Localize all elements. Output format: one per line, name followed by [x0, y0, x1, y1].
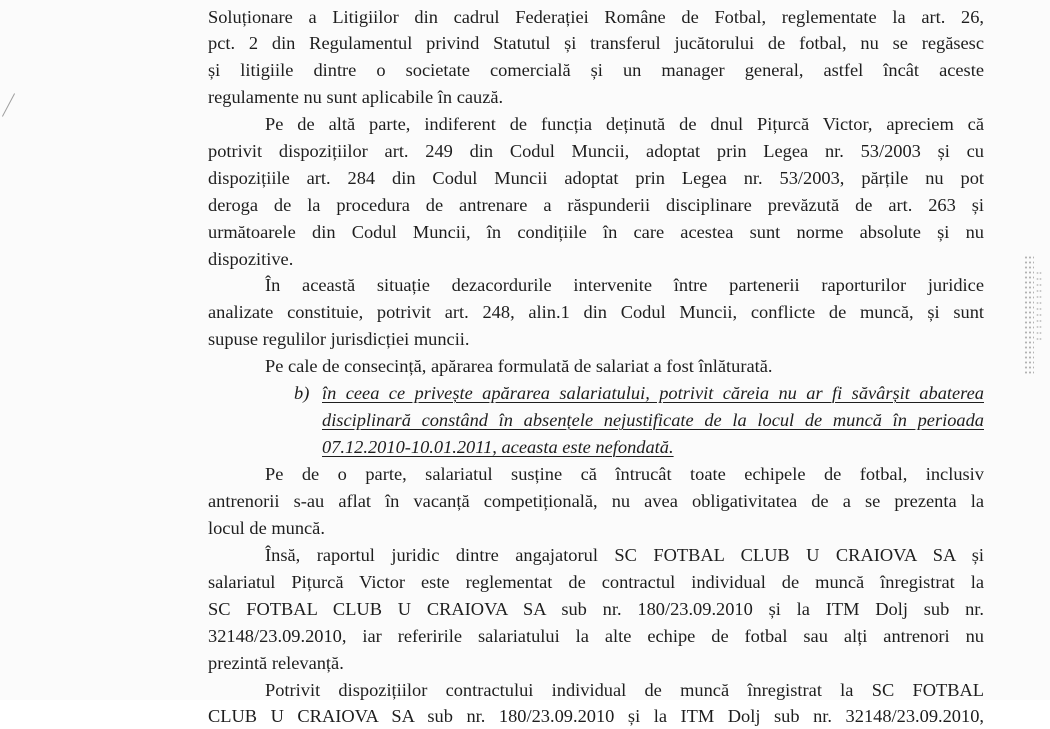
list-item-label: b) — [294, 383, 310, 403]
text-line: antrenorii s-au aflat în vacanță competițională, nu avea obligativitatea de a se prezenta la — [208, 491, 984, 511]
text-line: Însă, raportul juridic dintre angajatorul SC FOTBAL CLUB U CRAIOVA SA și — [265, 545, 984, 565]
text-line: În această situație dezacordurile intervenite între partenerii raporturilor juridice — [265, 275, 984, 295]
text-line: salariatul Pițurcă Victor este reglementat de contractul individual de muncă înregistrat la — [208, 572, 984, 592]
text-line: potrivit dispozițiilor art. 249 din Codul Muncii, adoptat prin Legea nr. 53/2003 și cu — [208, 141, 984, 161]
text-line: disciplinară constând în absențele nejustificate de la locul de muncă în perioada — [322, 410, 984, 430]
text-line: dispozițiile art. 284 din Codul Muncii adoptat prin Legea nr. 53/2003, părțile nu pot — [208, 168, 984, 188]
text-line: 07.12.2010-10.01.2011, aceasta este nefondată. — [322, 437, 674, 457]
margin-stamp-dots — [1024, 255, 1034, 375]
text-line: Potrivit dispozițiilor contractului individual de muncă înregistrat la SC FOTBAL — [265, 680, 984, 700]
margin-pen-mark — [2, 93, 15, 116]
text-line: CLUB U CRAIOVA SA sub nr. 180/23.09.2010 și la ITM Dolj sub nr. 32148/23.09.2010, — [208, 706, 984, 726]
text-line: următoarele din Codul Muncii, în condițiile în care acestea sunt norme absolute și nu — [208, 222, 984, 242]
margin-stamp-dots-secondary — [1036, 270, 1042, 340]
text-line: supuse regulilor jurisdicției muncii. — [208, 329, 470, 349]
text-line: Pe de o parte, salariatul susține că întrucât toate echipele de fotbal, inclusiv — [265, 464, 984, 484]
text-line: Pe cale de consecință, apărarea formulată de salariat a fost înlăturată. — [265, 356, 773, 376]
text-line: pct. 2 din Regulamentul privind Statutul și transferul jucătorului de fotbal, nu se regăsesc — [208, 33, 984, 53]
text-line: deroga de la procedura de antrenare a răspunderii disciplinare prevăzută de art. 263 și — [208, 195, 984, 215]
text-line: în ceea ce privește apărarea salariatului, potrivit căreia nu ar fi săvârșit abaterea — [322, 383, 984, 403]
text-line: regulamente nu sunt aplicabile în cauză. — [208, 87, 504, 107]
text-line: Pe de altă parte, indiferent de funcția deținută de dnul Pițurcă Victor, apreciem că — [265, 114, 984, 134]
text-line: prezintă relevanță. — [208, 653, 344, 673]
text-line: Soluționare a Litigiilor din cadrul Federației Române de Fotbal, reglementate la art. 26, — [208, 7, 984, 27]
text-line: locul de muncă. — [208, 518, 325, 538]
text-line: și litigiile dintre o societate comercială și un manager general, astfel încât aceste — [208, 60, 984, 80]
text-line: analizate constituie, potrivit art. 248, alin.1 din Codul Muncii, conflicte de muncă, și sunt — [208, 302, 984, 322]
text-line: dispozitive. — [208, 249, 294, 269]
text-line: SC FOTBAL CLUB U CRAIOVA SA sub nr. 180/23.09.2010 și la ITM Dolj sub nr. — [208, 599, 984, 619]
text-line: 32148/23.09.2010, iar referirile salariatului la alte echipe de fotbal sau alți antrenori nu — [208, 626, 984, 646]
